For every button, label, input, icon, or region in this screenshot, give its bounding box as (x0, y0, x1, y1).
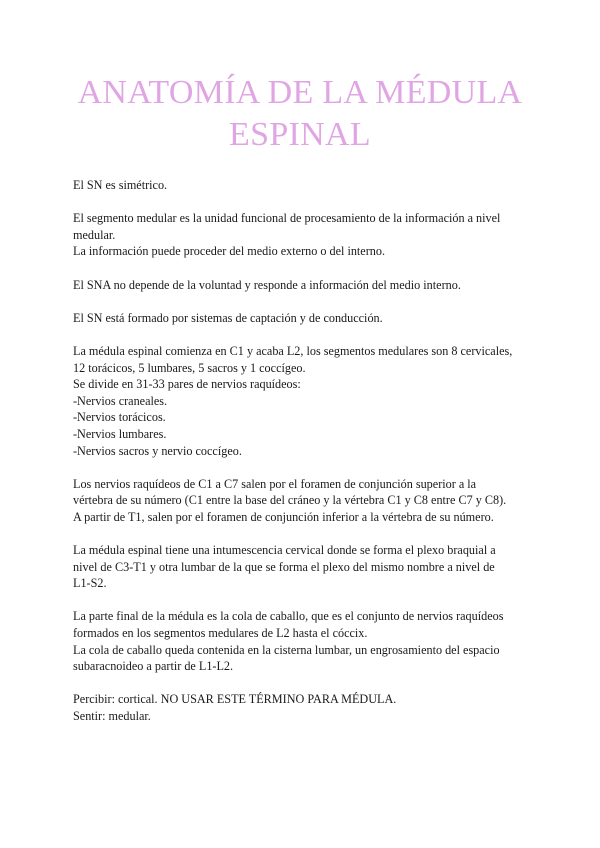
text-line: formados en los segmentos medulares de L2 hasta el cóccix. (73, 626, 368, 641)
text-line: Se divide en 31-33 pares de nervios raquídeos: (73, 377, 301, 392)
page-title (40, 72, 560, 156)
text-line: La médula espinal tiene una intumescencia cervical donde se forma el plexo braquial a (73, 543, 496, 558)
paragraph (73, 542, 543, 592)
text-line: nivel de C3-T1 y otra lumbar de la que se forma el plexo del mismo nombre a nivel de (73, 559, 495, 574)
text-line: El SN está formado por sistemas de captación y de conducción. (73, 310, 383, 325)
text-line: La cola de caballo queda contenida en la cisterna lumbar, un engrosamiento del espacio (73, 642, 500, 657)
list-item: -Nervios craneales. (73, 393, 168, 408)
paragraph (73, 277, 543, 294)
document-body (73, 177, 543, 725)
paragraph (73, 691, 543, 724)
text-line: subaracnoideo a partir de L1-L2. (73, 659, 234, 674)
paragraph (73, 476, 543, 526)
paragraph (73, 343, 543, 459)
paragraph (73, 177, 543, 194)
list-item: -Nervios sacros y nervio coccígeo. (73, 443, 242, 458)
list-item: -Nervios lumbares. (73, 426, 167, 441)
text-line: Los nervios raquídeos de C1 a C7 salen por el foramen de conjunción superior a la (73, 476, 477, 491)
paragraph (73, 310, 543, 327)
paragraph (73, 608, 543, 674)
text-line: medular. (73, 227, 116, 242)
paragraph (73, 210, 543, 260)
text-line: 12 torácicos, 5 lumbares, 5 sacros y 1 coccígeo. (73, 360, 306, 375)
text-line: El SN es simétrico. (73, 178, 168, 192)
text-line: La médula espinal comienza en C1 y acaba L2, los segmentos medulares son 8 cervicales, (73, 343, 513, 358)
text-line: vértebra de su número (C1 entre la base del cráneo y la vértebra C1 y C8 entre C7 y C8). (73, 493, 507, 508)
text-line: A partir de T1, salen por el foramen de conjunción inferior a la vértebra de su número. (73, 509, 494, 524)
text-line: Percibir: cortical. NO USAR ESTE TÉRMINO PARA MÉDULA. (73, 692, 397, 707)
title-line: ANATOMÍA DE LA MÉDULA (77, 74, 523, 111)
text-line: El SNA no depende de la voluntad y responde a información del medio interno. (73, 277, 461, 292)
list-item: -Nervios torácicos. (73, 410, 166, 425)
text-line: La parte final de la médula es la cola de caballo, que es el conjunto de nervios raquídeos (73, 609, 504, 624)
text-line: Sentir: medular. (73, 709, 151, 723)
text-line: L1-S2. (73, 576, 107, 591)
text-line: El segmento medular es la unidad funcional de procesamiento de la información a nivel (73, 211, 501, 226)
title-line: ESPINAL (229, 116, 371, 153)
text-line: La información puede proceder del medio externo o del interno. (73, 244, 386, 259)
